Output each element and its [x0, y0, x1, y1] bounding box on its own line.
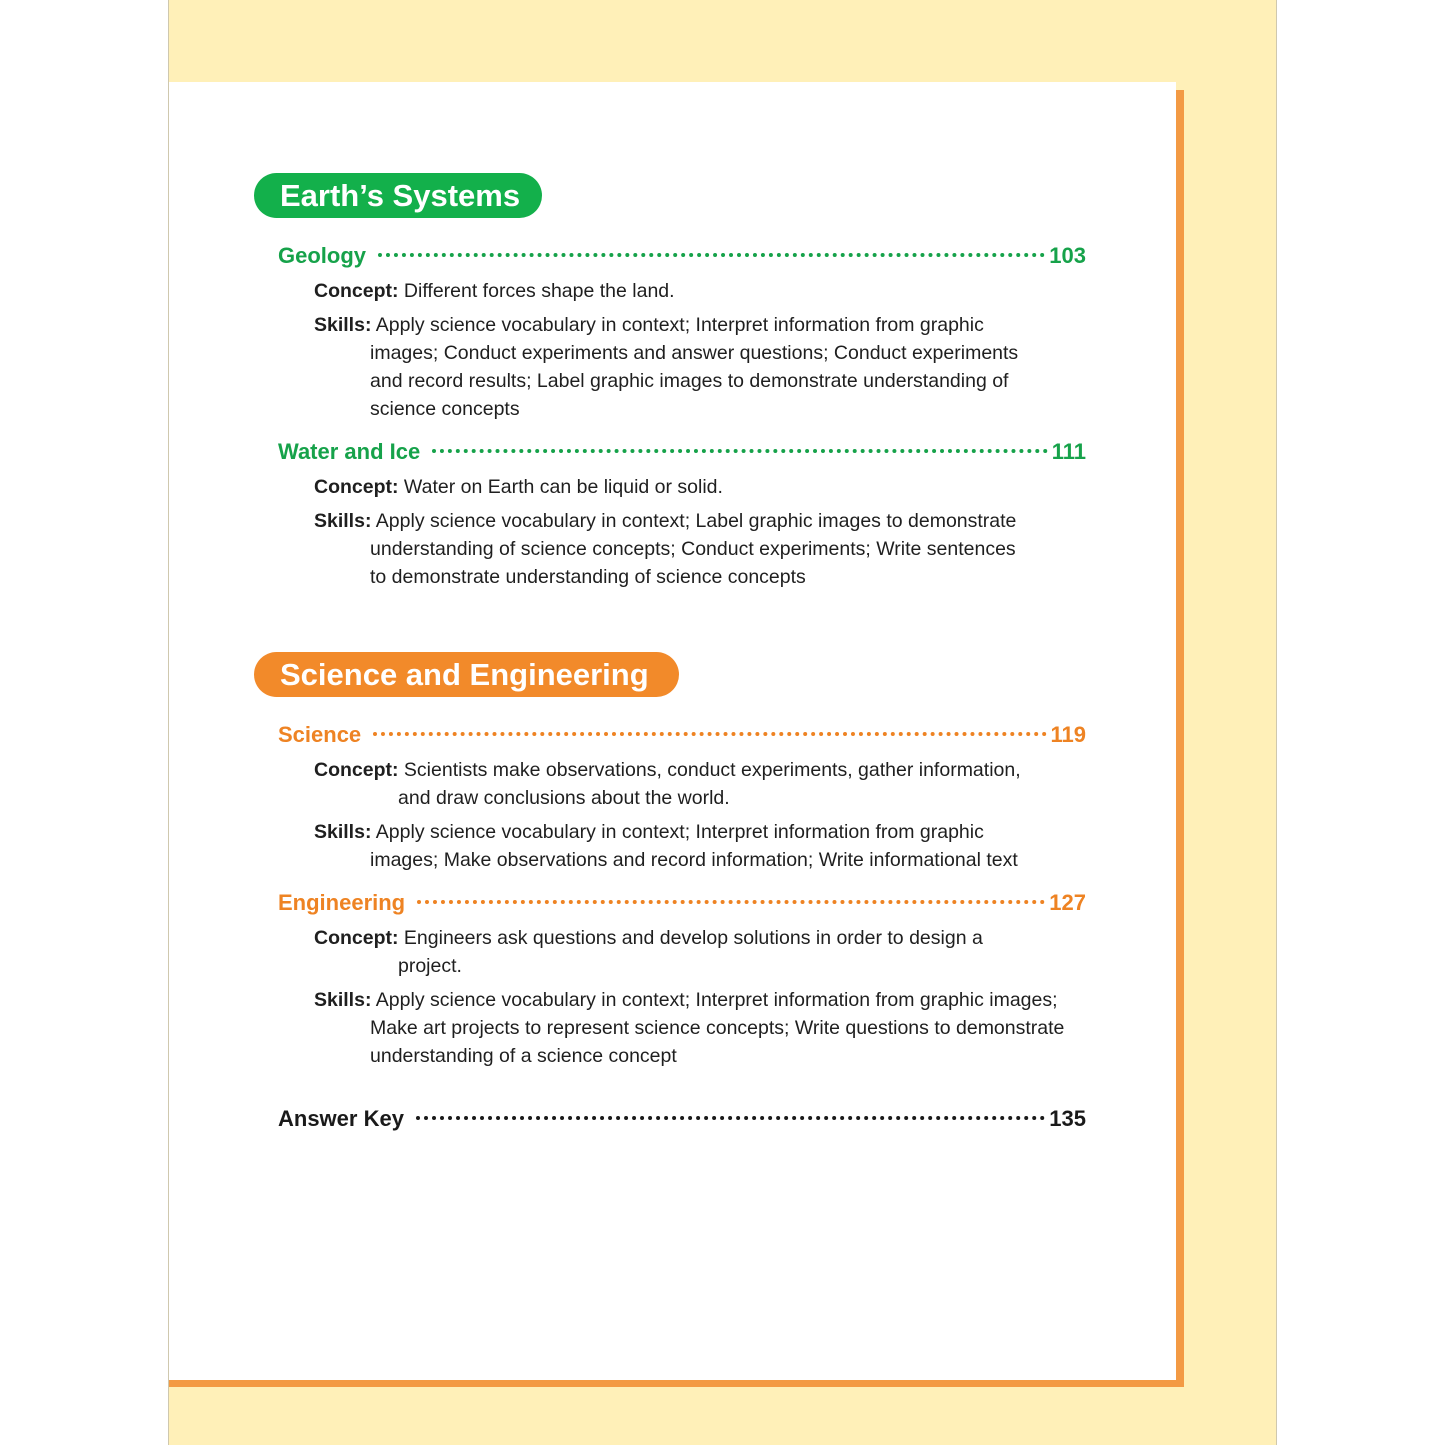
dot-leader [373, 732, 1046, 736]
section-header-earths-systems: Earth’s Systems [254, 173, 542, 218]
skills-text: Apply science vocabulary in context; Interpret information from graphic images; Conduct experiments and answer questions; Conduct experiments and record results; Label graphic images to demonstrate understanding of science concepts [370, 314, 1019, 420]
entry-description-water-and-ice [314, 473, 1024, 591]
skills-text: Apply science vocabulary in context; Interpret information from graphic images; Make observations and record information; Write informational text [370, 821, 1018, 871]
concept-line [314, 756, 1034, 812]
toc-entry-page: 119 [1050, 722, 1086, 747]
toc-entry-page: 135 [1049, 1106, 1086, 1131]
toc-entry-science[interactable] [278, 721, 1086, 749]
skills-label: Skills: [314, 821, 372, 843]
concept-label: Concept: [314, 927, 399, 949]
toc-entry-title: Water and Ice [278, 439, 421, 464]
concept-text: Water on Earth can be liquid or solid. [403, 476, 723, 498]
concept-line [314, 277, 1034, 305]
skills-line [314, 986, 1070, 1070]
entry-description-science [314, 756, 1034, 874]
toc-entry-title: Engineering [278, 890, 406, 915]
skills-line [314, 311, 1034, 423]
toc-entry-geology[interactable] [278, 242, 1086, 270]
skills-label: Skills: [314, 314, 372, 336]
concept-label: Concept: [314, 280, 399, 302]
dot-leader [417, 900, 1045, 904]
toc-entry-page: 127 [1049, 890, 1086, 915]
concept-line [314, 473, 1024, 501]
skills-line [314, 507, 1024, 591]
skills-label: Skills: [314, 989, 372, 1011]
panel-shadow-bottom [169, 1380, 1184, 1387]
concept-text: Different forces shape the land. [403, 280, 675, 302]
dot-leader [378, 253, 1045, 257]
entry-description-engineering [314, 924, 1065, 1070]
skills-text: Apply science vocabulary in context; Label graphic images to demonstrate understanding of science concepts; Conduct experiments; Write sentences to demonstrate understanding of science concepts [370, 510, 1017, 588]
toc-entry-engineering[interactable] [278, 889, 1086, 917]
panel-shadow-right [1176, 90, 1184, 1387]
toc-entry-title: Geology [278, 243, 367, 268]
skills-line [314, 818, 1034, 874]
section-header-science-and-engineering: Science and Engineering [254, 652, 679, 697]
dot-leader [416, 1116, 1045, 1120]
concept-text: Scientists make observations, conduct experiments, gather information, and draw conclusions about the world. [398, 759, 1021, 809]
skills-label: Skills: [314, 510, 372, 532]
concept-text: Engineers ask questions and develop solutions in order to design a project. [398, 927, 983, 977]
concept-label: Concept: [314, 476, 399, 498]
skills-text: Apply science vocabulary in context; Interpret information from graphic images; Make art projects to represent science concepts; Write questions to demonstrate understanding of a science concept [370, 989, 1065, 1067]
concept-label: Concept: [314, 759, 399, 781]
toc-entry-water-and-ice[interactable] [278, 438, 1086, 466]
entry-description-geology [314, 277, 1034, 423]
toc-entry-title: Science [278, 722, 362, 747]
toc-entry-title: Answer Key [278, 1106, 404, 1131]
toc-entry-page: 103 [1049, 243, 1086, 268]
concept-line [314, 924, 1049, 980]
dot-leader [432, 449, 1047, 453]
toc-entry-answer-key[interactable] [278, 1105, 1086, 1133]
toc-entry-page: 111 [1051, 439, 1086, 464]
